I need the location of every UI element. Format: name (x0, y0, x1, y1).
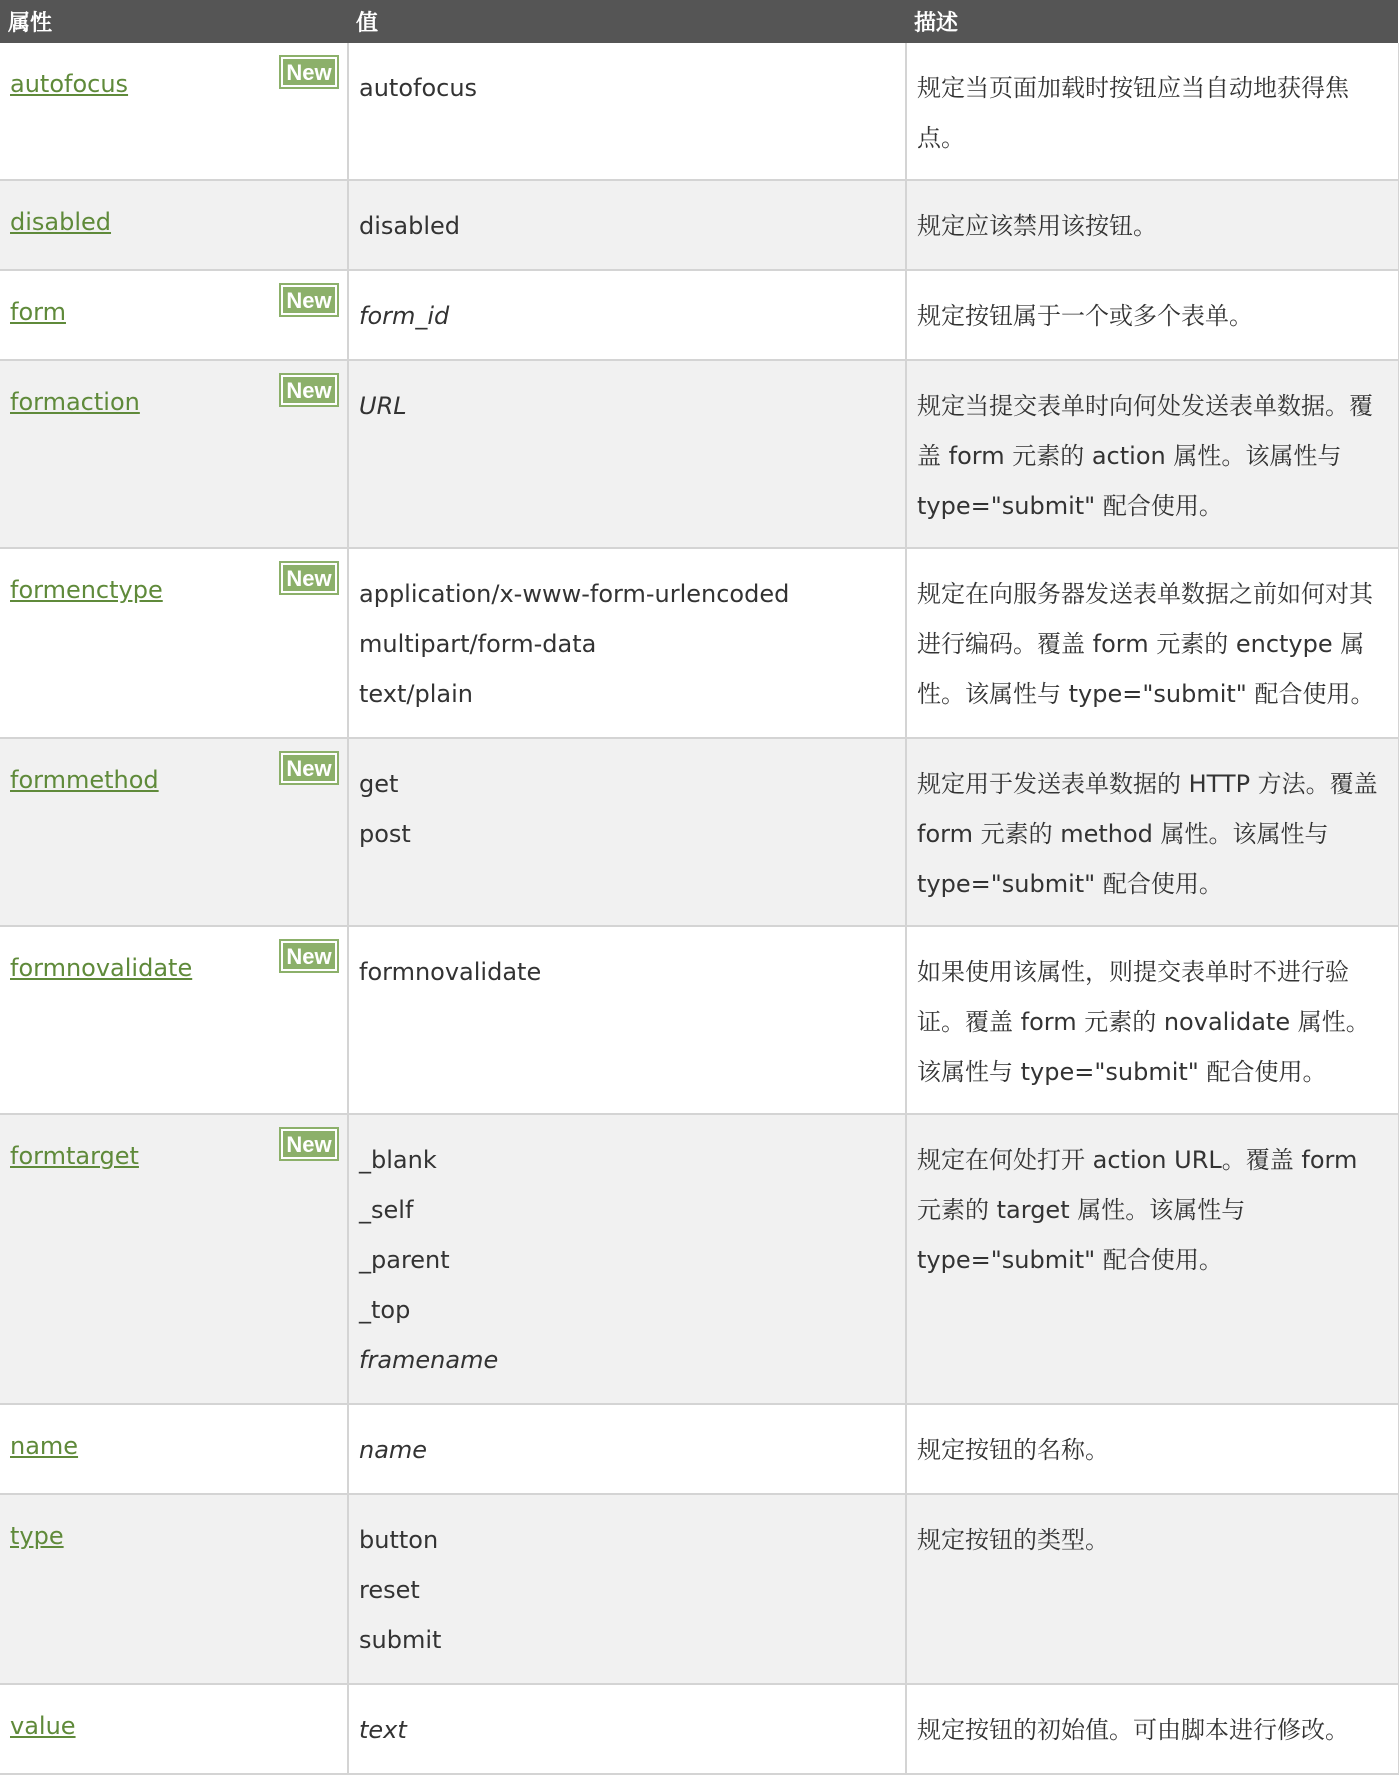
value-text: text (359, 1716, 407, 1744)
description-cell (906, 1114, 1398, 1404)
table-row (0, 43, 1398, 180)
attribute-cell (0, 926, 348, 1114)
new-badge-label: New (283, 565, 335, 591)
description-cell (906, 360, 1398, 548)
table-row (0, 926, 1398, 1114)
value-text: _top (359, 1296, 411, 1324)
attribute-link[interactable]: formmethod (10, 766, 159, 794)
new-badge-label: New (283, 377, 335, 403)
description-cell (906, 548, 1398, 738)
value-text: URL (359, 392, 407, 420)
new-badge (279, 283, 339, 317)
description-cell (906, 180, 1398, 270)
value-cell (348, 360, 906, 548)
attribute-link[interactable]: name (10, 1432, 79, 1460)
description-text: 规定按钮属于一个或多个表单。 (917, 302, 1253, 330)
attribute-cell (0, 1404, 348, 1494)
value-cell (348, 1684, 906, 1774)
attribute-link[interactable]: formnovalidate (10, 954, 193, 982)
value-text: reset (359, 1576, 420, 1604)
description-cell (906, 43, 1398, 180)
value-text: disabled (359, 212, 461, 240)
value-text: _parent (359, 1246, 450, 1274)
value-text: get (359, 770, 399, 798)
attribute-cell (0, 270, 348, 360)
new-badge-label: New (283, 755, 335, 781)
value-cell (348, 738, 906, 926)
attribute-link[interactable]: type (10, 1522, 64, 1550)
attribute-cell (0, 360, 348, 548)
table-row (0, 180, 1398, 270)
table-row (0, 1684, 1398, 1774)
value-text: post (359, 820, 411, 848)
value-text: form_id (359, 302, 450, 330)
header-row (0, 0, 1398, 43)
description-text: 规定在何处打开 action URL。覆盖 form 元素的 target 属性。该属性与 type="submit" 配合使用。 (917, 1146, 1358, 1274)
description-cell (906, 738, 1398, 926)
attribute-cell (0, 738, 348, 926)
attribute-link[interactable]: form (10, 298, 66, 326)
new-badge (279, 1127, 339, 1161)
description-text: 规定按钮的名称。 (917, 1436, 1109, 1464)
description-cell (906, 926, 1398, 1114)
value-cell (348, 1494, 906, 1684)
description-text: 规定应该禁用该按钮。 (917, 212, 1157, 240)
value-text: _self (359, 1196, 414, 1224)
header-value: 值 (348, 0, 906, 43)
attribute-link[interactable]: formtarget (10, 1142, 139, 1170)
value-text: multipart/form-data (359, 630, 597, 658)
table-row (0, 1494, 1398, 1684)
value-cell (348, 270, 906, 360)
new-badge-label: New (283, 1131, 335, 1157)
value-text: submit (359, 1626, 442, 1654)
value-cell (348, 180, 906, 270)
attribute-link[interactable]: formaction (10, 388, 140, 416)
description-text: 规定在向服务器发送表单数据之前如何对其进行编码。覆盖 form 元素的 enctype 属性。该属性与 type="submit" 配合使用。 (917, 580, 1375, 708)
value-text: application/x-www-form-urlencoded (359, 580, 790, 608)
description-cell (906, 1404, 1398, 1494)
description-text: 如果使用该属性，则提交表单时不进行验证。覆盖 form 元素的 novalidate 属性。该属性与 type="submit" 配合使用。 (917, 958, 1370, 1086)
description-text: 规定当提交表单时向何处发送表单数据。覆盖 form 元素的 action 属性。该属性与 type="submit" 配合使用。 (917, 392, 1373, 520)
value-cell (348, 1404, 906, 1494)
value-text: autofocus (359, 74, 478, 102)
attribute-cell (0, 1114, 348, 1404)
attribute-link[interactable]: formenctype (10, 576, 163, 604)
new-badge-label: New (283, 287, 335, 313)
table-row (0, 360, 1398, 548)
description-cell (906, 270, 1398, 360)
table-body (0, 43, 1398, 1774)
value-cell (348, 43, 906, 180)
table-row (0, 1114, 1398, 1404)
table-row (0, 1404, 1398, 1494)
new-badge (279, 55, 339, 89)
attribute-link[interactable]: autofocus (10, 70, 129, 98)
attribute-link[interactable]: disabled (10, 208, 112, 236)
new-badge (279, 751, 339, 785)
attribute-link[interactable]: value (10, 1712, 76, 1740)
description-cell (906, 1494, 1398, 1684)
new-badge-label: New (283, 59, 335, 85)
attribute-cell (0, 548, 348, 738)
description-text: 规定按钮的类型。 (917, 1526, 1109, 1554)
value-text: _blank (359, 1146, 437, 1174)
new-badge-label: New (283, 943, 335, 969)
attribute-cell (0, 180, 348, 270)
value-cell (348, 1114, 906, 1404)
value-cell (348, 926, 906, 1114)
description-text: 规定用于发送表单数据的 HTTP 方法。覆盖 form 元素的 method 属性。该属性与 type="submit" 配合使用。 (917, 770, 1378, 898)
value-text: button (359, 1526, 439, 1554)
attribute-cell (0, 1494, 348, 1684)
header-attribute: 属性 (0, 0, 348, 43)
table-row (0, 270, 1398, 360)
value-cell (348, 548, 906, 738)
table-header (0, 0, 1398, 43)
description-text: 规定当页面加载时按钮应当自动地获得焦点。 (917, 74, 1349, 152)
table-row (0, 548, 1398, 738)
value-text: formnovalidate (359, 958, 542, 986)
value-text: framename (359, 1346, 499, 1374)
attribute-cell (0, 1684, 348, 1774)
value-text: name (359, 1436, 428, 1464)
new-badge (279, 939, 339, 973)
new-badge (279, 561, 339, 595)
new-badge (279, 373, 339, 407)
header-description: 描述 (906, 0, 1398, 43)
value-text: text/plain (359, 680, 473, 708)
description-cell (906, 1684, 1398, 1774)
description-text: 规定按钮的初始值。可由脚本进行修改。 (917, 1716, 1349, 1744)
attribute-cell (0, 43, 348, 180)
table-row (0, 738, 1398, 926)
